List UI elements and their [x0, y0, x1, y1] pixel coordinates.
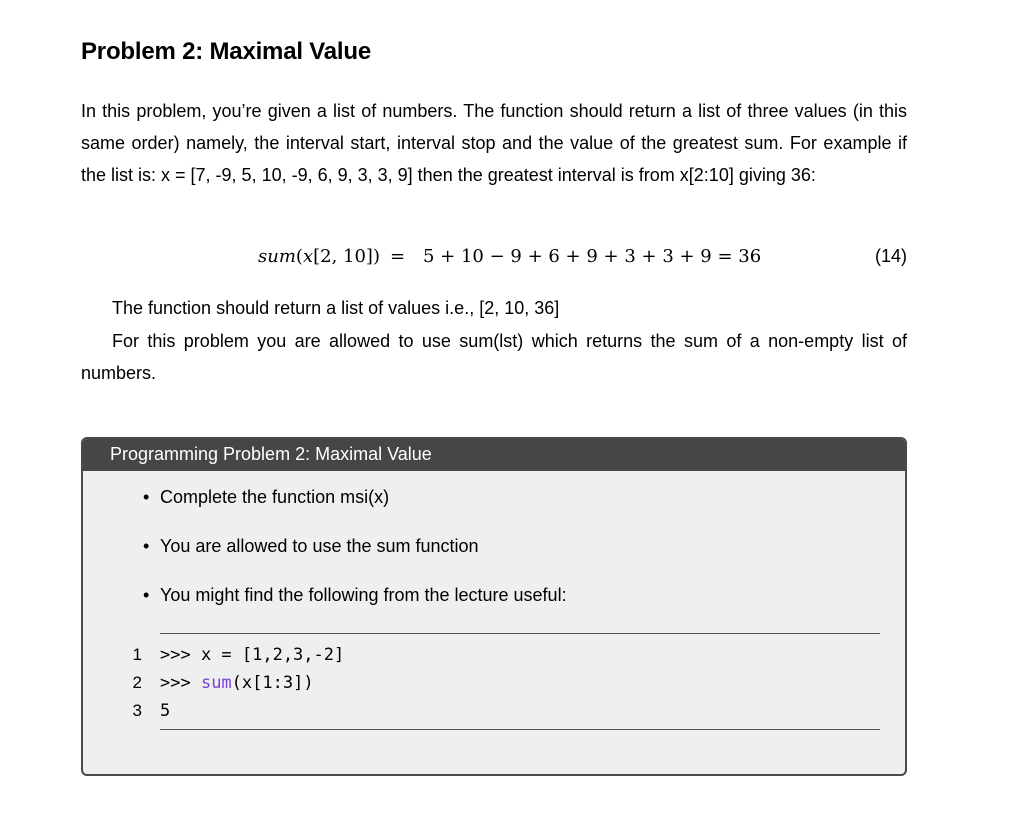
programming-problem-box [81, 437, 907, 776]
code-builtin-sum: sum [200, 673, 232, 693]
page-title: Problem 2: Maximal Value [81, 38, 371, 65]
equation-lhs-open: ( [295, 246, 303, 267]
list-item-text: You might find the following from the lecture useful: [160, 585, 567, 605]
equation-lhs-var: x [302, 246, 314, 267]
bullet-icon: • [143, 536, 150, 556]
list-item-text: You are allowed to use the sum function [160, 536, 479, 556]
allowed-paragraph: For this problem you are allowed to use sum(lst) which returns the sum of a non-empty list of numbers. [81, 331, 907, 383]
line-number: 3 [132, 701, 142, 720]
equation [81, 244, 907, 274]
code-prompt: >>> [160, 673, 201, 693]
code-bottom-rule [160, 729, 880, 730]
code-text: >>> x = [1,2,3,-2] [160, 645, 345, 665]
equation-relation: = [390, 246, 406, 267]
code-top-rule [160, 633, 880, 634]
code-output: 5 [160, 701, 171, 721]
equation-lhs [258, 246, 380, 267]
bullet-icon: • [143, 585, 150, 605]
equation-rhs: 5 + 10 − 9 + 6 + 9 + 3 + 3 + 9 = 36 [423, 246, 762, 267]
code-args: (x[1:3]) [231, 673, 314, 693]
equation-number: (14) [874, 246, 907, 266]
box-header: Programming Problem 2: Maximal Value [83, 439, 905, 471]
intro-paragraph: In this problem, you’re given a list of numbers. The function should return a list of three values (in this same order) namely, the interval start, interval stop and the value of the greatest sum. For example if the list is: x = [7, -9, 5, 10, -9, 6, 9, 3, 3, 9] then the greatest interval is from x[2:10] giving 36: [81, 101, 907, 185]
bullet-icon: • [143, 487, 150, 507]
line-number: 2 [132, 673, 142, 692]
line-number: 1 [132, 645, 142, 664]
equation-lhs-args: [2, 10]) [313, 246, 380, 267]
return-paragraph: The function should return a list of values i.e., [2, 10, 36] [112, 298, 560, 318]
list-item-text: Complete the function msi(x) [160, 487, 390, 507]
code-text [160, 669, 314, 697]
equation-lhs-func: sum [258, 246, 296, 267]
